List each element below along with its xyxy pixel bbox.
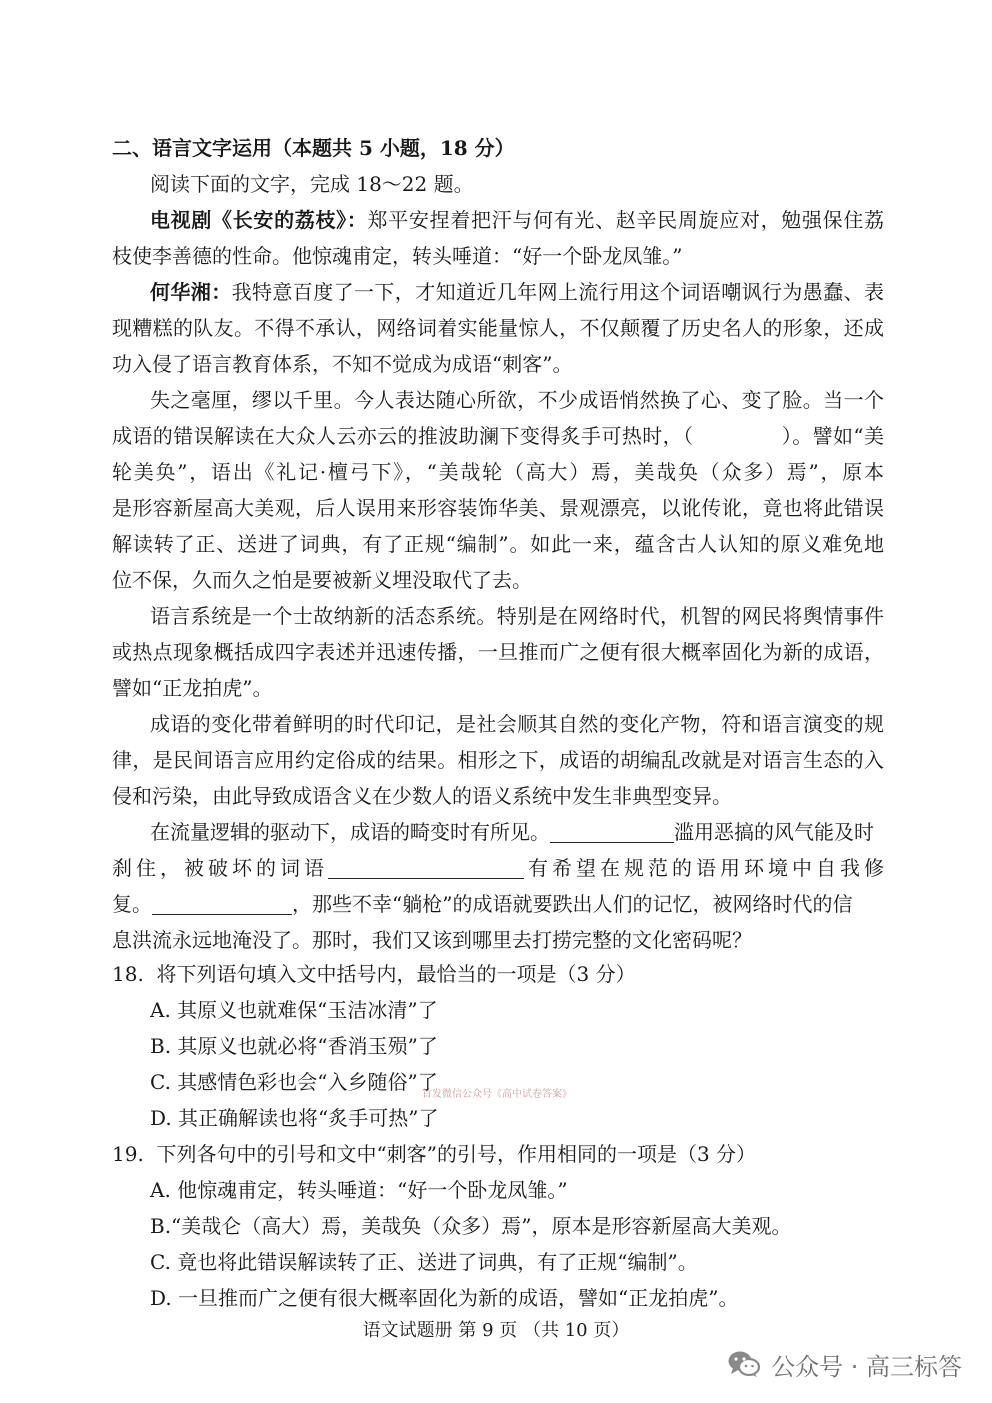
- wechat-watermark: [727, 1344, 962, 1384]
- passage-p3-line1: 失之毫厘，缪以千里。今人表达随心所欲，不少成语悄然换了心、变了脸。当一个: [150, 388, 884, 412]
- passage-p2-line3: 功入侵了语言教育体系，不知不觉成为成语“刺客”。: [112, 352, 573, 376]
- passage-p4-line2: 或热点现象概括成四字表述并迅速传播，一旦推而广之便有很大概率固化为新的成语，: [112, 640, 884, 664]
- question-18-option-c: C. 其感情色彩也会“入乡随俗”了: [150, 1070, 438, 1094]
- section-title: 二、语言文字运用（本题共 5 小题，18 分）: [112, 136, 515, 160]
- passage-p6-line4: 息洪流永远地淹没了。那时，我们又该到哪里去打捞完整的文化密码呢？: [112, 928, 752, 952]
- question-19-option-d: D. 一旦推而广之便有很大概率固化为新的成语，譬如“正龙拍虎”。: [150, 1286, 739, 1310]
- question-18-option-d: D. 其正确解读也将“炙手可热”了: [150, 1106, 439, 1130]
- passage-p3-line3: 轮美奂”，语出《礼记·檀弓下》，“美哉轮（高大）焉，美哉奂（众多）焉”，原本: [112, 460, 884, 484]
- passage-p4-line3: 譬如“正龙拍虎”。: [112, 676, 273, 700]
- section-instruction: 阅读下面的文字，完成 18～22 题。: [150, 172, 474, 196]
- passage-p6-line2: 刹住，被破坏的词语 有希望在规范的语用环境中自我修: [112, 856, 884, 880]
- fill-blank-3: [152, 890, 292, 915]
- question-19-option-b: B.“美哉仑（高大）焉，美哉奂（众多）焉”，原本是形容新屋高大美观。: [150, 1214, 792, 1238]
- question-18-option-b: B. 其原义也就必将“香消玉殒”了: [150, 1034, 438, 1058]
- fill-blank-2: [328, 854, 524, 879]
- speaker-label: 电视剧《长安的荔枝》：: [150, 208, 368, 232]
- passage-p3-line2: 成语的错误解读在大众人云亦云的推波助澜下变得炙手可热时，（ ）。譬如“美: [112, 424, 884, 448]
- passage-p5-line1: 成语的变化带着鲜明的时代印记，是社会顺其自然的变化产物，符和语言演变的规: [150, 712, 884, 736]
- passage-p5-line3: 侵和污染，由此导致成语含义在少数人的语义系统中发生非典型变异。: [112, 784, 732, 808]
- page-footer: 语文试题册 第 9 页 （共 10 页）: [362, 1320, 630, 1341]
- publisher-stamp: 首发微信公众号《高中试卷答案》: [422, 1089, 572, 1100]
- passage-p6-line1: 在流量逻辑的驱动下，成语的畸变时有所见。 滥用恶搞的风气能及时: [150, 820, 874, 844]
- watermark-text: 公众号 · 高三标答: [771, 1352, 962, 1381]
- passage-p3-line6: 位不保，久而久之怕是要被新义埋没取代了去。: [112, 568, 532, 592]
- question-19-option-c: C. 竟也将此错误解读转了正、送进了词典，有了正规“编制”。: [150, 1250, 698, 1274]
- passage-p6-line3: 复。 ，那些不幸“躺枪”的成语就要跌出人们的记忆，被网络时代的信: [112, 892, 853, 916]
- question-18-stem: 18. 将下列语句填入文中括号内，最恰当的一项是（3 分）: [112, 962, 636, 986]
- passage-p1-line2: 枝使李善德的性命。他惊魂甫定，转头唾道：“好一个卧龙凤雏。”: [112, 244, 683, 268]
- passage-p2-line2: 现糟糕的队友。不得不承认，网络词着实能量惊人，不仅颠覆了历史名人的形象，还成: [112, 316, 884, 340]
- wechat-icon: [727, 1349, 761, 1379]
- passage-p3-line5: 解读转了正、送进了词典，有了正规“编制”。如此一来，蕴含古人认知的原义难免地: [112, 532, 884, 556]
- speaker-label: 何华湘：: [150, 280, 232, 304]
- question-19-stem: 19. 下列各句中的引号和文中“刺客”的引号，作用相同的一项是（3 分）: [112, 1142, 757, 1166]
- passage-p5-line2: 律，是民间语言应用约定俗成的结果。相形之下，成语的胡编乱改就是对语言生态的入: [112, 748, 884, 772]
- question-19-option-a: A. 他惊魂甫定，转头唾道：“好一个卧龙凤雏。”: [150, 1178, 568, 1202]
- fill-blank-1: [550, 818, 674, 843]
- question-18-option-a: A. 其原义也就难保“玉洁冰清”了: [150, 998, 438, 1022]
- passage-p4-line1: 语言系统是一个士故纳新的活态系统。特别是在网络时代，机智的网民将舆情事件: [150, 604, 884, 628]
- passage-p3-line4: 是形容新屋高大美观，后人误用来形容装饰华美、景观漂亮，以讹传讹，竟也将此错误: [112, 496, 884, 520]
- passage-p1-line1: 电视剧《长安的荔枝》：郑平安捏着把汗与何有光、赵辛民周旋应对，勉强保住荔: [150, 208, 884, 232]
- passage-p2-line1: 何华湘：我特意百度了一下，才知道近几年网上流行用这个词语嘲讽行为愚蠢、表: [150, 280, 884, 304]
